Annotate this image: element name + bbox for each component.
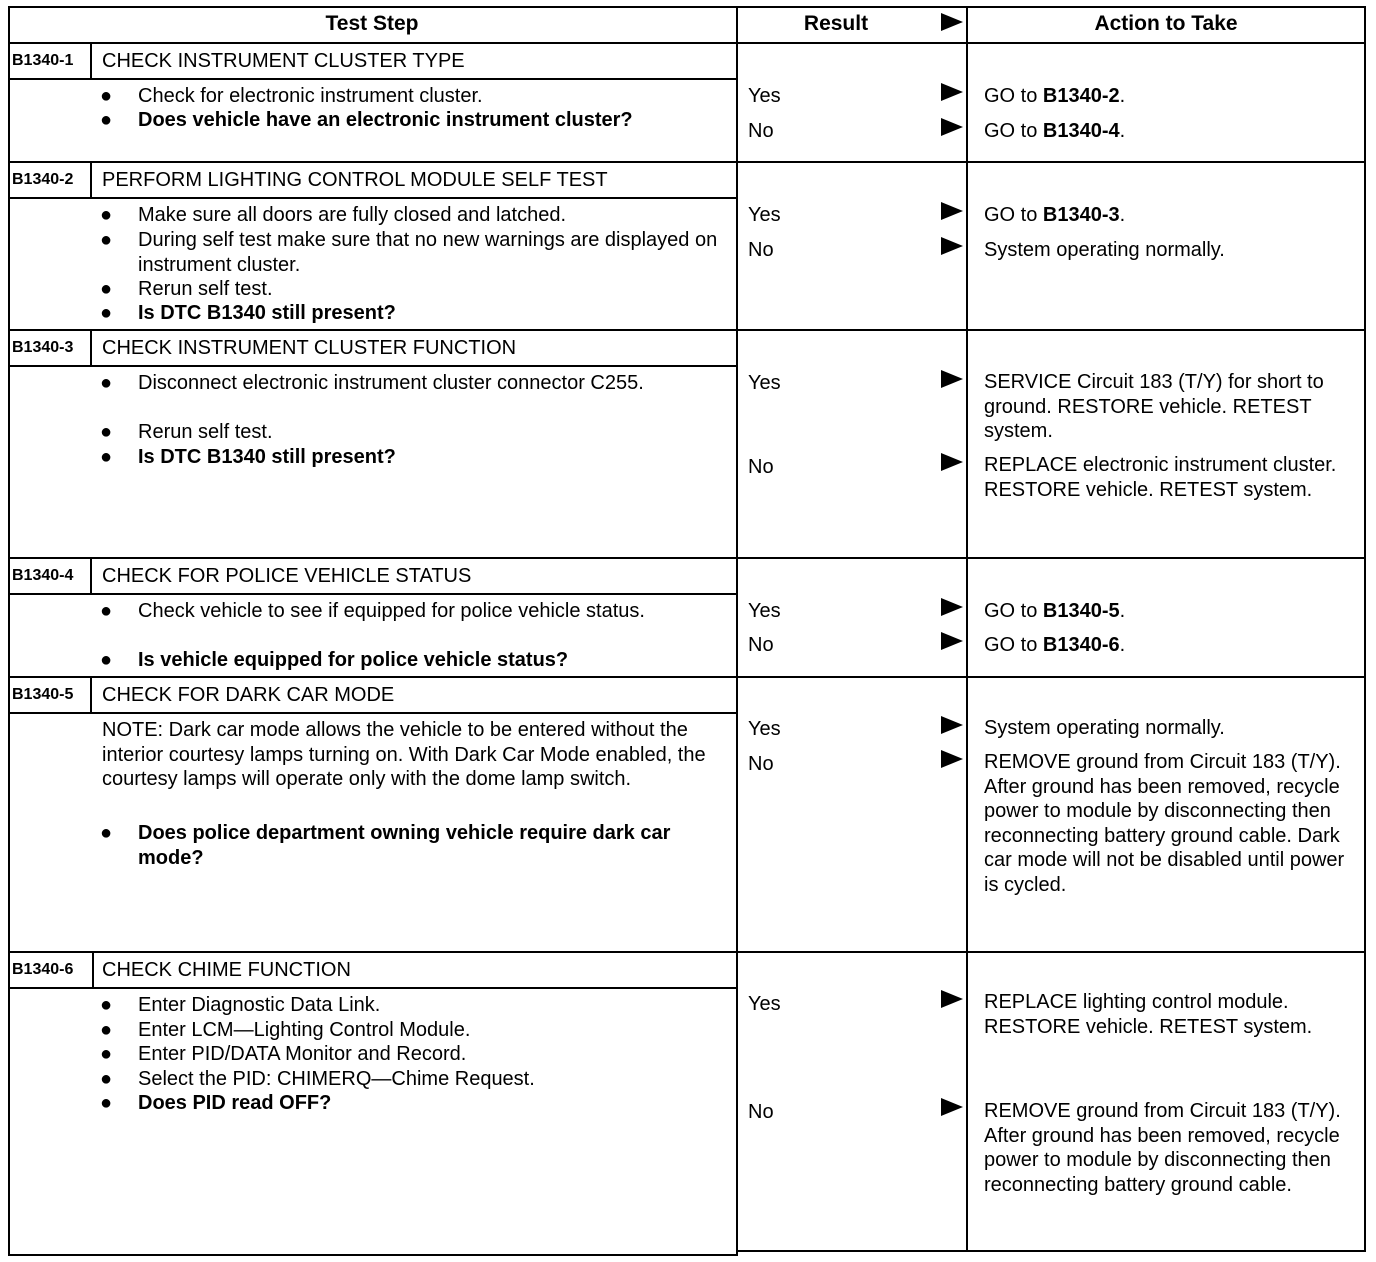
list-item: ● Enter Diagnostic Data Link. [100,994,381,1016]
bullet-icon: ● [100,600,113,622]
bullet-icon: ● [100,994,113,1016]
divider [1364,6,1366,1252]
bullet-icon: ● [100,446,113,468]
arrow-icon [941,750,963,768]
result-yes: Yes [748,204,781,226]
arrow-icon [941,370,963,388]
action-text: REMOVE ground from Circuit 183 (T/Y). After ground has been removed, recycle power to module by disconnecting then reconnecting battery ground cable. [984,1100,1341,1196]
arrow-icon [941,202,963,220]
divider [8,1254,738,1256]
step-id: B1340-4 [12,567,74,584]
arrow-icon [941,716,963,734]
result-no: No [748,1101,774,1123]
step-id: B1340-5 [12,686,74,703]
bullet-icon: ● [100,109,113,131]
result-no: No [748,634,774,656]
bullet-icon: ● [100,1043,113,1065]
result-yes: Yes [748,600,781,622]
list-item: ● Disconnect electronic instrument cluster connector C255. [100,372,644,394]
bullet-icon: ● [100,1092,113,1114]
action-text: System operating normally. [984,239,1225,261]
list-item: ● Does police department owning vehicle require dark car mode? [100,822,671,869]
divider [736,6,738,1256]
action-text: GO to B1340-3. [984,204,1126,226]
list-item: ● Does vehicle have an electronic instrument cluster? [100,109,633,131]
bullet-icon: ● [100,649,113,671]
step-title: CHECK INSTRUMENT CLUSTER TYPE [102,50,465,72]
list-item: ● Select the PID: CHIMERQ—Chime Request. [100,1068,535,1090]
arrow-icon [941,1098,963,1116]
step-id: B1340-2 [12,171,74,188]
action-text: REMOVE ground from Circuit 183 (T/Y). After ground has been removed, recycle power to module by disconnecting then reconnecting battery ground cable. Dark car mode will not be disabled until power is cycled. [984,751,1345,896]
result-yes: Yes [748,372,781,394]
bullet-icon: ● [100,85,113,107]
list-item: ● Is DTC B1340 still present? [100,302,396,324]
list-item: ● Rerun self test. [100,278,273,300]
bullet-icon: ● [100,372,113,394]
divider [90,44,92,78]
header-arrow-icon [941,13,963,31]
list-item: ● Check vehicle to see if equipped for police vehicle status. [100,600,645,622]
divider [90,163,92,197]
bullet-icon: ● [100,278,113,300]
arrow-icon [941,632,963,650]
action-text: GO to B1340-5. [984,600,1126,622]
bullet-icon: ● [100,822,113,844]
arrow-icon [941,990,963,1008]
divider [8,6,10,1256]
arrow-icon [941,237,963,255]
action-text: SERVICE Circuit 183 (T/Y) for short to ground. RESTORE vehicle. RETEST system. [984,371,1324,442]
list-item: ● Enter PID/DATA Monitor and Record. [100,1043,467,1065]
note-text: NOTE: Dark car mode allows the vehicle to be entered without the interior courtesy lamps turning on. With Dark Car Mode enabled, the courtesy lamps will operate only with the dome lamp switch. [102,719,706,790]
list-item: ● Check for electronic instrument cluster. [100,85,483,107]
arrow-icon [941,118,963,136]
result-no: No [748,120,774,142]
list-item: ● During self test make sure that no new warnings are displayed on instrument cluster. [100,229,718,276]
result-yes: Yes [748,718,781,740]
divider [90,559,92,593]
action-text: GO to B1340-4. [984,120,1126,142]
bullet-icon: ● [100,1019,113,1041]
result-no: No [748,239,774,261]
list-item: ● Make sure all doors are fully closed and latched. [100,204,567,226]
divider [90,678,92,712]
divider [8,78,736,80]
step-title: CHECK FOR DARK CAR MODE [102,684,395,706]
divider [8,6,1366,8]
step-title: CHECK INSTRUMENT CLUSTER FUNCTION [102,337,517,359]
arrow-icon [941,83,963,101]
divider [8,197,736,199]
action-text: GO to B1340-6. [984,634,1126,656]
arrow-icon [941,598,963,616]
bullet-icon: ● [100,229,113,251]
list-item: ● Enter LCM—Lighting Control Module. [100,1019,471,1041]
list-item: ● Is DTC B1340 still present? [100,446,396,468]
bullet-icon: ● [100,1068,113,1090]
result-no: No [748,753,774,775]
bullet-icon: ● [100,421,113,443]
divider [8,365,736,367]
step-title: CHECK FOR POLICE VEHICLE STATUS [102,565,472,587]
result-yes: Yes [748,85,781,107]
arrow-icon [941,453,963,471]
divider [736,1250,1366,1252]
divider [8,712,736,714]
list-item: ● Does PID read OFF? [100,1092,332,1114]
header-test-step: Test Step [325,12,419,35]
divider [90,331,92,365]
step-title: CHECK CHIME FUNCTION [102,959,351,981]
step-id: B1340-3 [12,339,74,356]
divider [966,6,968,1252]
divider [8,987,736,989]
result-yes: Yes [748,993,781,1015]
list-item: ● Rerun self test. [100,421,273,443]
divider [8,593,736,595]
step-id: B1340-1 [12,52,74,69]
action-text: GO to B1340-2. [984,85,1126,107]
action-text: System operating normally. [984,717,1225,739]
bullet-icon: ● [100,204,113,226]
list-item: ● Is vehicle equipped for police vehicle status? [100,649,569,671]
header-result: Result [803,12,869,35]
divider [92,953,94,987]
step-title: PERFORM LIGHTING CONTROL MODULE SELF TEST [102,169,608,191]
action-text: REPLACE lighting control module. RESTORE vehicle. RETEST system. [984,991,1313,1038]
action-text: REPLACE electronic instrument cluster. RESTORE vehicle. RETEST system. [984,454,1337,501]
step-id: B1340-6 [12,961,74,978]
bullet-icon: ● [100,302,113,324]
result-no: No [748,456,774,478]
header-action: Action to Take [1094,12,1238,35]
